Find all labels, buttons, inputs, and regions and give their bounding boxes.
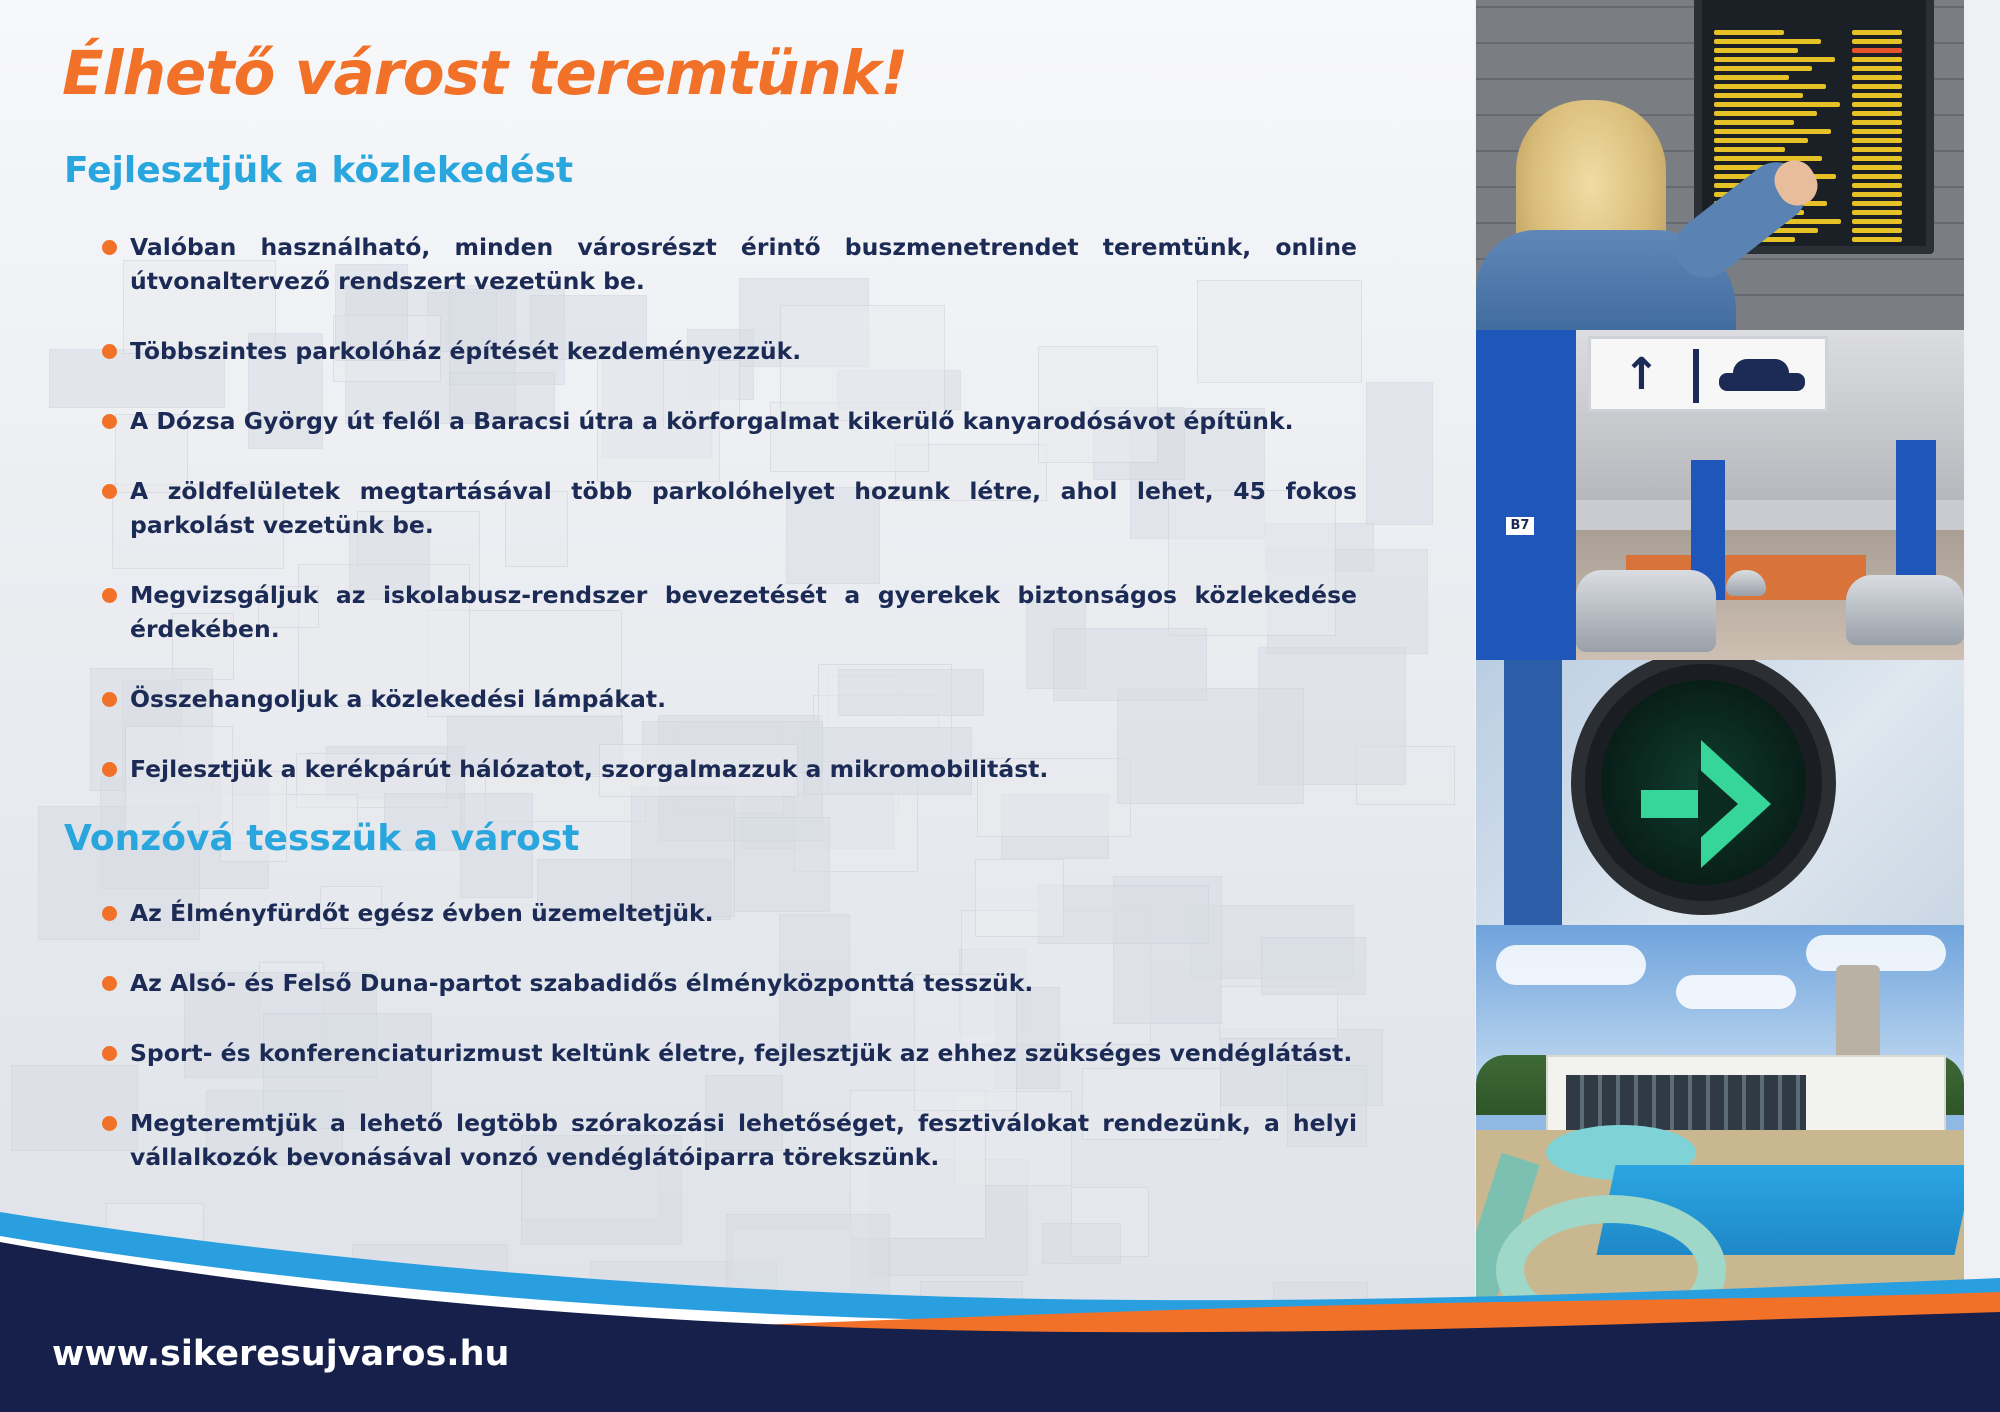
- bullet-dot-icon: [102, 344, 117, 359]
- parking-direction-sign: [1588, 336, 1828, 412]
- traffic-light-pole: [1504, 660, 1562, 925]
- bullet-dot-icon: [102, 414, 117, 429]
- board-row: [1852, 165, 1902, 170]
- board-row: [1714, 147, 1785, 152]
- cloud: [1496, 945, 1646, 985]
- attractive-city-list: [102, 896, 1357, 1174]
- list-item: Megteremtjük a lehető legtöbb szórakozási lehetőséget, fesztiválokat rendezünk, a helyi vállalkozók bevonásával vonzó vendéglátóiparra törekszünk.: [102, 1106, 1357, 1174]
- spa-glass-facade: [1566, 1075, 1806, 1130]
- bullet-dot-icon: [102, 1046, 117, 1061]
- bullet-dot-icon: [102, 484, 117, 499]
- board-row: [1852, 30, 1902, 35]
- page-title: Élhető várost teremtünk!: [62, 38, 908, 109]
- board-row: [1852, 48, 1902, 53]
- board-row: [1852, 138, 1902, 143]
- departure-board-photo: [1476, 0, 1964, 330]
- list-item: Az Élményfürdőt egész évben üzemeltetjük.: [102, 896, 1357, 930]
- bullet-dot-icon: [102, 588, 117, 603]
- parked-car: [1846, 575, 1964, 645]
- board-row: [1852, 228, 1902, 233]
- board-row: [1714, 30, 1784, 35]
- list-item: Megvizsgáljuk az iskolabusz-rendszer bevezetését a gyerekek biztonságos közlekedése érdekében.: [102, 578, 1357, 646]
- bullet-dot-icon: [102, 240, 117, 255]
- bullet-dot-icon: [102, 976, 117, 991]
- board-row: [1852, 102, 1902, 107]
- board-row: [1714, 39, 1821, 44]
- board-row: [1852, 192, 1902, 197]
- board-row: [1852, 120, 1902, 125]
- bullet-dot-icon: [102, 692, 117, 707]
- board-row: [1852, 183, 1902, 188]
- board-row: [1852, 57, 1902, 62]
- board-row: [1714, 156, 1822, 161]
- list-item: Többszintes parkolóház építését kezdeményezzük.: [102, 334, 1357, 368]
- board-row: [1852, 174, 1902, 179]
- board-row: [1852, 156, 1902, 161]
- board-row: [1852, 147, 1902, 152]
- board-row: [1852, 210, 1902, 215]
- board-row: [1852, 129, 1902, 134]
- board-row: [1714, 129, 1831, 134]
- transport-list: [102, 230, 1357, 786]
- board-row: [1852, 219, 1902, 224]
- board-row: [1714, 66, 1812, 71]
- water-tower: [1836, 965, 1880, 1065]
- board-row: [1852, 237, 1902, 242]
- footer-wave: [0, 1180, 2000, 1412]
- sign-divider: [1693, 349, 1699, 403]
- list-item: Összehangoljuk a közlekedési lámpákat.: [102, 682, 1357, 716]
- section-heading-attractive-city: Vonzóvá tesszük a várost: [64, 818, 580, 859]
- board-row: [1714, 84, 1826, 89]
- list-item: Az Alsó- és Felső Duna-partot szabadidős élményközponttá tesszük.: [102, 966, 1357, 1000]
- board-row: [1714, 120, 1794, 125]
- cloud: [1676, 975, 1796, 1009]
- board-row: [1852, 66, 1902, 71]
- board-row: [1714, 48, 1798, 53]
- car-icon: [1719, 359, 1805, 395]
- photo-column: [1476, 0, 1964, 1307]
- list-item: Fejlesztjük a kerékpárút hálózatot, szorgalmazzuk a mikromobilitást.: [102, 752, 1357, 786]
- board-row: [1852, 75, 1902, 80]
- list-item: A zöldfelületek megtartásával több parkolóhelyet hozunk létre, ahol lehet, 45 fokos parkolást vezetünk be.: [102, 474, 1357, 542]
- board-row: [1852, 84, 1902, 89]
- level-label: B7: [1506, 517, 1534, 535]
- footer-wave-graphic: [0, 1180, 2000, 1412]
- board-row: [1852, 39, 1902, 44]
- board-row: [1852, 201, 1902, 206]
- bullet-dot-icon: [102, 1116, 117, 1131]
- board-row: [1852, 111, 1902, 116]
- board-row: [1852, 93, 1902, 98]
- bullet-dot-icon: [102, 762, 117, 777]
- green-arrow-inner: [1698, 768, 1738, 840]
- traffic-light-photo: [1476, 660, 1964, 925]
- list-item: Valóban használható, minden városrészt érintő buszmenetrendet teremtünk, online útvonaltervező rendszert vezetünk be.: [102, 230, 1357, 298]
- section-heading-transport: Fejlesztjük a közlekedést: [64, 150, 574, 191]
- website-url: www.sikeresujvaros.hu: [52, 1334, 510, 1374]
- blue-pillar: [1476, 330, 1576, 660]
- arrow-up-icon: ↑: [1623, 349, 1660, 400]
- bullet-dot-icon: [102, 906, 117, 921]
- parking-garage-photo: [1476, 330, 1964, 660]
- board-row: [1714, 138, 1808, 143]
- board-row: [1714, 93, 1803, 98]
- board-row: [1714, 102, 1840, 107]
- board-row: [1714, 75, 1789, 80]
- list-item: Sport- és konferenciaturizmust keltünk életre, fejlesztjük az ehhez szükséges vendéglátást.: [102, 1036, 1357, 1070]
- parked-car: [1576, 570, 1716, 652]
- board-row: [1714, 111, 1817, 116]
- board-row: [1714, 57, 1835, 62]
- list-item: A Dózsa György út felől a Baracsi útra a körforgalmat kikerülő kanyarodósávot építünk.: [102, 404, 1357, 438]
